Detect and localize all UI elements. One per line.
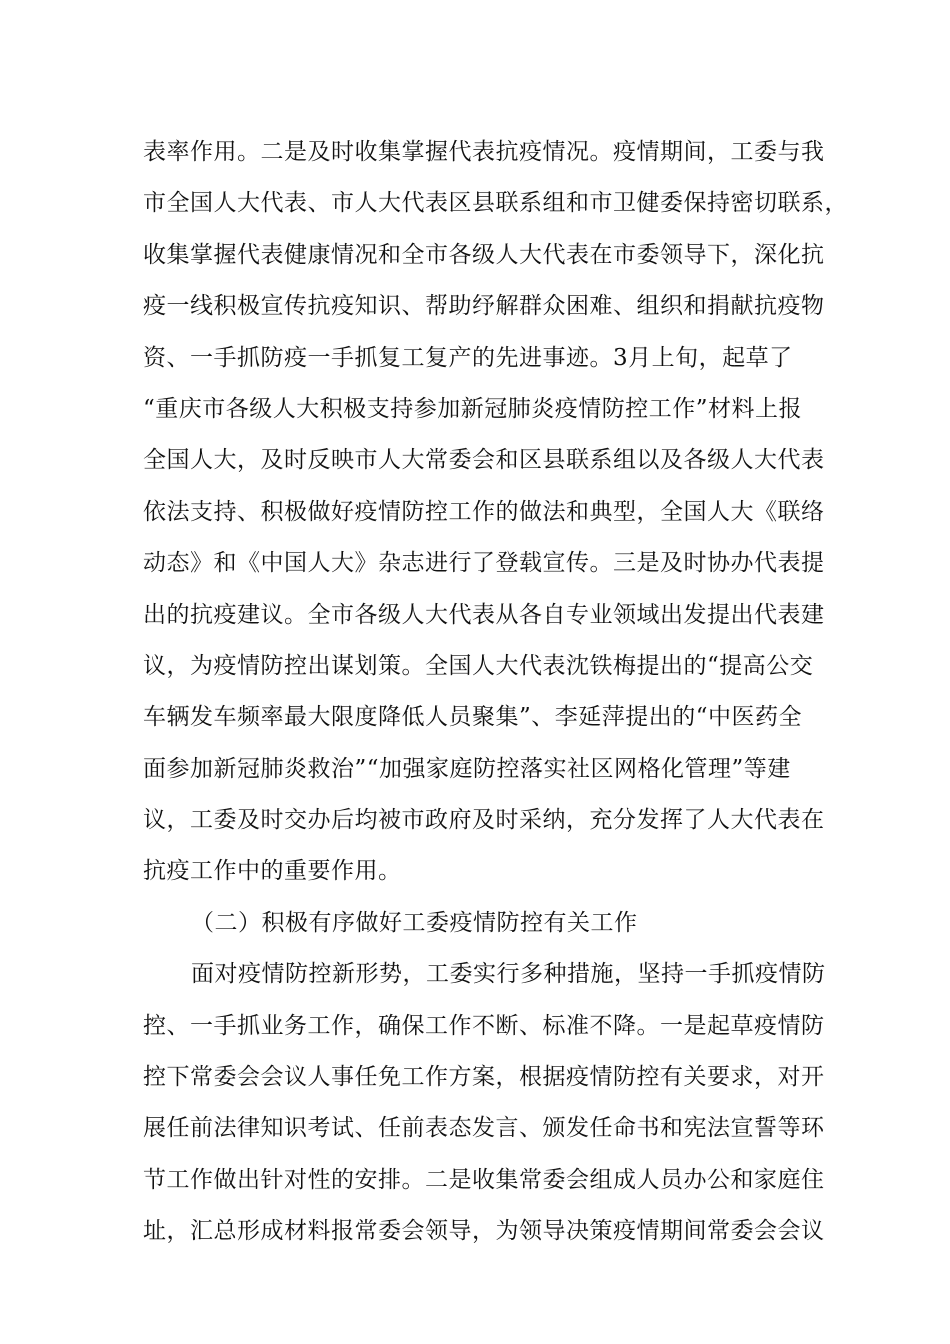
text-line: “重庆市各级人大积极支持参加新冠肺炎疫情防控工作”材料上报 [143, 395, 803, 422]
text-line: 面对疫情防控新形势，工委实行多种措施，坚持一手抓疫情防 [191, 961, 826, 988]
text-line: 抗疫工作中的重要作用。 [143, 858, 402, 885]
text-line: 动态》和《中国人大》杂志进行了登载宣传。三是及时协办代表提 [143, 550, 825, 577]
text-line: 依法支持、积极做好疫情防控工作的做法和典型，全国人大《联络 [143, 498, 825, 525]
text-line: 表率作用。二是及时收集掌握代表抗疫情况。疫情期间，工委与我 [143, 139, 825, 165]
text-line: 全国人大，及时反映市人大常委会和区县联系组以及各级人大代表 [143, 447, 825, 474]
text-line: 控、一手抓业务工作，确保工作不断、标准不降。一是起草疫情防 [143, 1012, 825, 1039]
text-line: 议，为疫情防控出谋划策。全国人大代表沈铁梅提出的“提高公交 [143, 652, 814, 679]
text-line: 址，汇总形成材料报常委会领导，为领导决策疫情期间常委会会议 [143, 1218, 825, 1245]
text-line: 车辆发车频率最大限度降低人员聚集”、李延萍提出的“中医药全 [143, 704, 803, 731]
text-line: 节工作做出针对性的安排。二是收集常委会组成人员办公和家庭住 [143, 1166, 825, 1193]
text-line: 市全国人大代表、市人大代表区县联系组和市卫健委保持密切联系， [143, 190, 848, 217]
text-line: 资、一手抓防疫一手抓复工复产的先进事迹。3月上旬，起草了 [143, 344, 793, 371]
section-heading: （二）积极有序做好工委疫情防控有关工作 [191, 909, 638, 936]
text-line: 展任前法律知识考试、任前表态发言、颁发任命书和宪法宣誓等环 [143, 1115, 825, 1142]
text-line: 收集掌握代表健康情况和全市各级人大代表在市委领导下，深化抗 [143, 241, 825, 268]
text-line: 疫一线积极宣传抗疫知识、帮助纾解群众困难、组织和捐献抗疫物 [143, 293, 825, 320]
text-line: 控下常委会会议人事任免工作方案，根据疫情防控有关要求，对开 [143, 1064, 825, 1091]
text-line: 面参加新冠肺炎救治”“加强家庭防控落实社区网格化管理”等建 [143, 755, 791, 782]
body-text [143, 127, 848, 1258]
text-line: 出的抗疫建议。全市各级人大代表从各自专业领域出发提出代表建 [143, 601, 825, 628]
text-line: 议，工委及时交办后均被市政府及时采纳，充分发挥了人大代表在 [143, 807, 825, 834]
